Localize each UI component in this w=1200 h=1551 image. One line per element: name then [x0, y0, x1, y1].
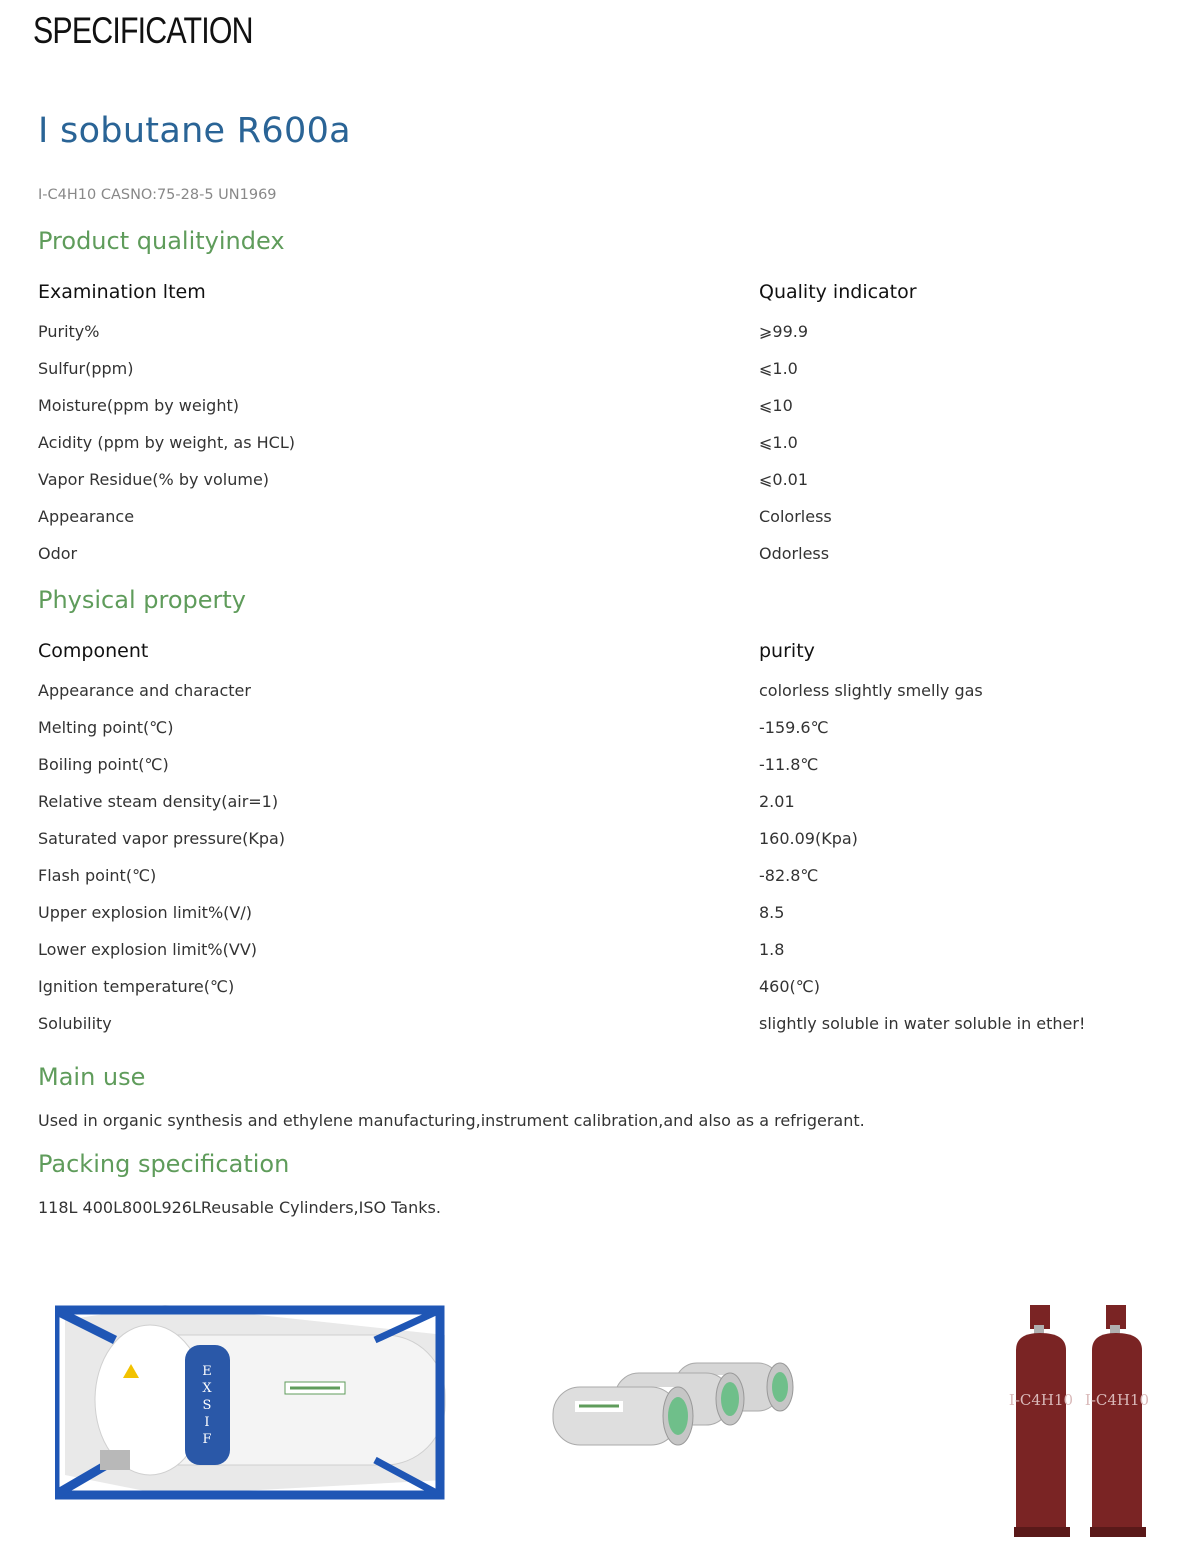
row-value: -82.8℃ — [759, 866, 819, 885]
row-label: Appearance and character — [38, 681, 251, 700]
svg-text:X: X — [202, 1381, 212, 1396]
row-value: ⩽1.0 — [759, 359, 798, 378]
packing-text: 118L 400L800L926LReusable Cylinders,ISO Tanks. — [38, 1198, 441, 1217]
iso-tank-image — [55, 1300, 480, 1500]
svg-text:S: S — [202, 1398, 212, 1413]
table-row — [38, 1014, 1168, 1033]
table-row — [38, 903, 1168, 922]
cylinder-label-left: I-C4H10 — [1008, 1391, 1074, 1409]
main-use-text: Used in organic synthesis and ethylene manufacturing,instrument calibration,and also as a refrigerant. — [38, 1111, 865, 1130]
table-row — [38, 681, 1168, 700]
table-row — [38, 977, 1168, 996]
row-label: Appearance — [38, 507, 135, 526]
row-label: Boiling point(℃) — [38, 755, 169, 774]
product-code: I-C4H10 CASNO:75-28-5 UN1969 — [38, 187, 277, 203]
quality-header-indicator: Quality indicator — [759, 281, 917, 303]
row-label: Odor — [38, 544, 78, 563]
physical-header-component: Component — [38, 640, 149, 662]
quality-header-item: Examination ltem — [38, 281, 206, 303]
table-row — [38, 755, 1168, 774]
row-value: 2.01 — [759, 792, 795, 811]
row-value: 1.8 — [759, 940, 785, 959]
row-value: 160.09(Kpa) — [759, 829, 858, 848]
red-cylinders-image — [1008, 1305, 1158, 1540]
physical-table-header — [38, 640, 1168, 662]
svg-text:F: F — [202, 1432, 212, 1447]
row-label: Purity% — [38, 322, 100, 341]
row-value: slightly soluble in water soluble in ether! — [759, 1014, 1086, 1033]
row-label: Saturated vapor pressure(Kpa) — [38, 829, 286, 848]
row-value: colorless slightly smelly gas — [759, 681, 983, 700]
table-row — [38, 322, 1168, 341]
section-title-main-use: Main use — [38, 1063, 146, 1091]
row-label: Flash point(℃) — [38, 866, 157, 885]
section-title-packing: Packing specification — [38, 1150, 290, 1178]
table-row — [38, 829, 1168, 848]
row-value: -11.8℃ — [759, 755, 819, 774]
row-label: Upper explosion limit%(V/) — [38, 903, 252, 922]
table-row — [38, 792, 1168, 811]
cylinder-label-right: I-C4H10 — [1084, 1391, 1150, 1409]
row-label: Relative steam density(air=1) — [38, 792, 279, 811]
table-row — [38, 718, 1168, 737]
row-value: 460(℃) — [759, 977, 820, 996]
table-row — [38, 940, 1168, 959]
table-row — [38, 396, 1168, 415]
row-label: Vapor Residue(% by volume) — [38, 470, 270, 489]
table-row — [38, 433, 1168, 452]
section-title-quality: Product qualityindex — [38, 227, 285, 255]
table-row — [38, 544, 1168, 563]
row-value: -159.6℃ — [759, 718, 829, 737]
row-label: Melting point(℃) — [38, 718, 174, 737]
svg-text:I: I — [204, 1415, 210, 1430]
row-value: Colorless — [759, 507, 832, 526]
row-value: 8.5 — [759, 903, 785, 922]
physical-header-purity: purity — [759, 640, 815, 662]
quality-table-header — [38, 281, 1168, 303]
row-value: Odorless — [759, 544, 830, 563]
row-label: Acidity (ppm by weight, as HCL) — [38, 433, 295, 452]
refrigerant-cans-image — [545, 1355, 800, 1455]
table-row — [38, 507, 1168, 526]
row-value: ⩽1.0 — [759, 433, 798, 452]
product-title: I sobutane R600a — [38, 111, 351, 151]
row-label: Lower explosion limit%(VV) — [38, 940, 258, 959]
row-value: ⩽0.01 — [759, 470, 809, 489]
row-label: Sulfur(ppm) — [38, 359, 134, 378]
row-label: Solubility — [38, 1014, 112, 1033]
tank-label-text: E — [202, 1364, 212, 1379]
row-value: ⩽10 — [759, 396, 793, 415]
table-row — [38, 470, 1168, 489]
page-heading: SPECIFICATION — [33, 10, 253, 51]
row-value: ⩾99.9 — [759, 322, 809, 341]
table-row — [38, 359, 1168, 378]
row-label: Moisture(ppm by weight) — [38, 396, 239, 415]
table-row — [38, 866, 1168, 885]
row-label: Ignition temperature(℃) — [38, 977, 235, 996]
section-title-physical: Physical property — [38, 586, 246, 614]
